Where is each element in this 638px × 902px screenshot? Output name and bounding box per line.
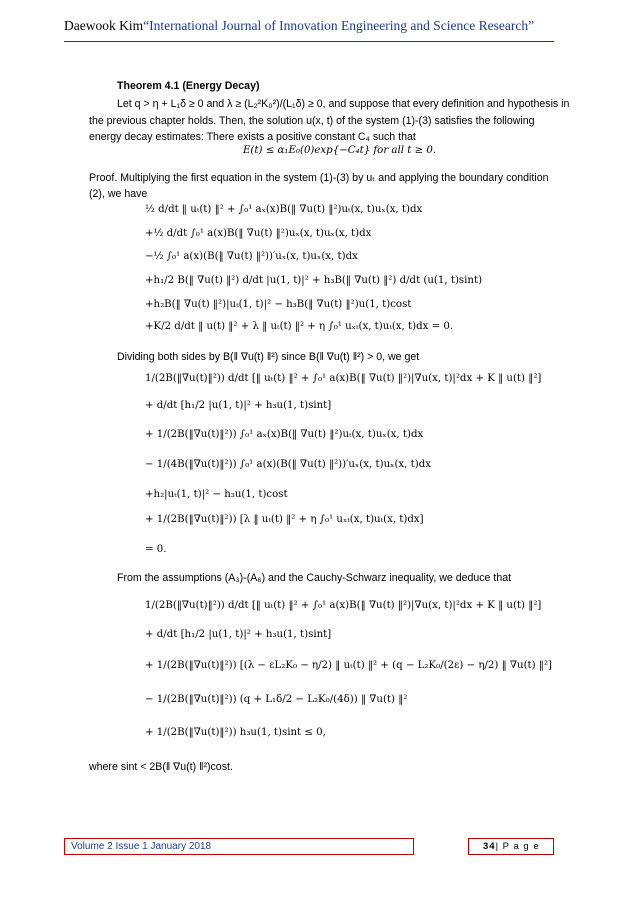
header-author: Daewook Kim (64, 18, 144, 33)
eq3-line: + 1/(2B(‖∇u(t)‖²)) h₃u(1, t)sint ≤ 0, (145, 727, 326, 738)
theorem-title: Theorem 4.1 (Energy Decay) (117, 80, 260, 92)
page-label: | P a g e (495, 841, 540, 852)
proof-intro-line-1: Proof. Multiplying the first equation in the system (1)-(3) by uₜ and applying the boundary condition (89, 172, 549, 184)
eq1-line: +h₂B(‖ ∇u(t) ‖²)|uₜ(1, t)|² − h₃B(‖ ∇u(t) ‖²)u(1, t)cost (145, 299, 412, 310)
header-journal: “International Journal of Innovation Engineering and Science Research” (143, 18, 535, 33)
theorem-line-1: Let q > η + L₁δ ≥ 0 and λ ≥ (L₂²K₀²)/(L₁δ) ≥ 0, and suppose that every definition and hypothesis in (117, 98, 570, 110)
eq3-line: − 1/(2B(‖∇u(t)‖²)) (q + L₁δ/2 − L₂K₀/(4δ)) ‖ ∇u(t) ‖² (145, 694, 408, 705)
theorem-line-3: energy decay estimates: There exists a positive constant C₄ such that (89, 131, 416, 143)
where-text: where sint < 2B(‖ ∇u(t) ‖²)cost. (89, 761, 233, 773)
theorem-estimate: E(t) ≤ α₁E₀(0)exp{−C₄t} for all t ≥ 0. (243, 145, 437, 156)
assumptions-text: From the assumptions (A₃)-(A₆) and the Cauchy-Schwarz inequality, we deduce that (117, 572, 512, 584)
eq2-line: 1/(2B(‖∇u(t)‖²)) d/dt [‖ uₜ(t) ‖² + ∫₀¹ a(x)B(‖ ∇u(t) ‖²)|∇u(x, t)|²dx + K ‖ u(t) ‖²] (145, 373, 542, 384)
footer-page-box (468, 838, 554, 855)
footer-issue: Volume 2 Issue 1 January 2018 (71, 841, 212, 852)
footer-issue-box (64, 838, 414, 855)
header-rule (64, 41, 554, 42)
theorem-line-2: the previous chapter holds. Then, the solution u(x, t) of the system (1)-(3) satisfies the following (89, 115, 535, 127)
eq2-line: = 0. (145, 544, 167, 555)
running-header (64, 18, 534, 34)
eq2-line: − 1/(4B(‖∇u(t)‖²)) ∫₀¹ a(x)(B(‖ ∇u(t) ‖²))′uₓ(x, t)uₓ(x, t)dx (145, 459, 431, 470)
eq2-line: + 1/(2B(‖∇u(t)‖²)) [λ ‖ uₜ(t) ‖² + η ∫₀¹ uₓₜ(x, t)uₜ(x, t)dx] (145, 514, 424, 525)
eq1-line: ½ d/dt ‖ uₜ(t) ‖² + ∫₀¹ aₓ(x)B(‖ ∇u(t) ‖²)uₜ(x, t)uₓ(x, t)dx (145, 204, 423, 215)
eq2-line: + d/dt [h₁/2 |u(1, t)|² + h₃u(1, t)sint] (145, 400, 332, 411)
proof-intro-line-2: (2), we have (89, 188, 148, 200)
eq1-line: +½ d/dt ∫₀¹ a(x)B(‖ ∇u(t) ‖²)uₓ(x, t)uₓ(x, t)dx (145, 228, 372, 239)
dividing-text: Dividing both sides by B(‖ ∇u(t) ‖²) since B(‖ ∇u(t) ‖²) > 0, we get (117, 351, 420, 363)
eq1-line: −½ ∫₀¹ a(x)(B(‖ ∇u(t) ‖²))′uₓ(x, t)uₓ(x, t)dx (145, 251, 358, 262)
eq3-line: + 1/(2B(‖∇u(t)‖²)) [(λ − εL₂K₀ − η/2) ‖ uₜ(t) ‖² + (q − L₂K₀/(2ε) − η/2) ‖ ∇u(t) ‖²] (145, 660, 553, 671)
eq3-line: 1/(2B(‖∇u(t)‖²)) d/dt [‖ uₜ(t) ‖² + ∫₀¹ a(x)B(‖ ∇u(t) ‖²)|∇u(x, t)|²dx + K ‖ u(t) ‖²] (145, 600, 542, 611)
footer-page (469, 839, 553, 854)
eq2-line: + 1/(2B(‖∇u(t)‖²)) ∫₀¹ aₓ(x)B(‖ ∇u(t) ‖²)uₜ(x, t)uₓ(x, t)dx (145, 429, 424, 440)
eq1-line: +h₁/2 B(‖ ∇u(t) ‖²) d/dt |u(1, t)|² + h₃B(‖ ∇u(t) ‖²) d/dt (u(1, t)sint) (145, 275, 483, 286)
page-number: 34 (483, 841, 496, 852)
eq3-line: + d/dt [h₁/2 |u(1, t)|² + h₃u(1, t)sint] (145, 629, 332, 640)
eq1-line: +K/2 d/dt ‖ u(t) ‖² + λ ‖ uₜ(t) ‖² + η ∫₀¹ uₓₜ(x, t)uₜ(x, t)dx = 0. (145, 321, 454, 332)
eq2-line: +h₂|uₜ(1, t)|² − h₃u(1, t)cost (145, 489, 288, 500)
